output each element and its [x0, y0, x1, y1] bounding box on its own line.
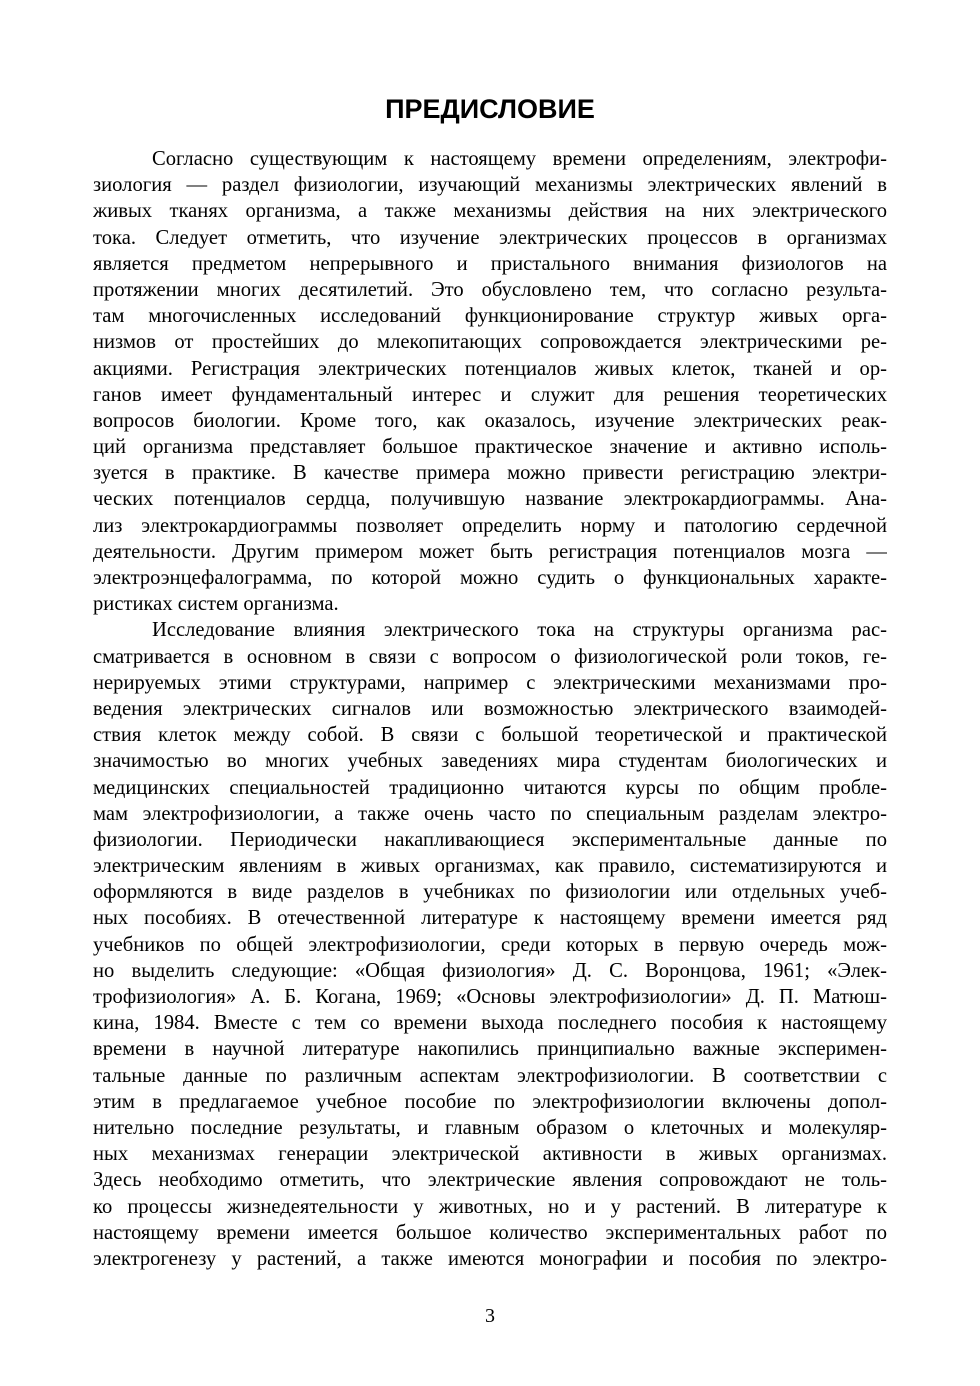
text-line: ствия клеток между собой. В связи с большой теоретической и практической — [93, 724, 887, 747]
text-line: является предметом непрерывного и пристального внимания физиологов на — [93, 252, 887, 275]
text-line: оформляются в виде разделов в учебниках по физиологии или отдельных учеб- — [93, 881, 887, 904]
text-line: ных пособиях. В отечественной литературе к настоящему времени имеется ряд — [93, 907, 887, 930]
text-line: электрическим явлениям в живых организмах, как правило, систематизируются и — [93, 855, 887, 878]
text-line: зуется в практике. В качестве примера можно привести регистрацию электри- — [93, 462, 887, 485]
document-page — [93, 0, 887, 1386]
text-line: этим в предлагаемое учебное пособие по электрофизиологии включены допол- — [93, 1090, 887, 1113]
text-line: электроэнцефалограмма, по которой можно судить о функциональных характе- — [93, 567, 887, 589]
text-line: протяжении многих десятилетий. Это обусловлено тем, что согласно результа- — [93, 278, 887, 301]
text-line: низмов от простейших до млекопитающих сопровождается электрическими ре- — [93, 331, 887, 354]
text-line: деятельности. Другим примером может быть регистрация потенциалов мозга — — [93, 540, 887, 563]
text-line: нительно последние результаты, и главным образом о клеточных и молекуляр- — [93, 1116, 887, 1139]
text-line: лиз электрокардиограммы позволяет определить норму и патологию сердечной — [93, 514, 887, 537]
text-line: значимостью во многих учебных заведениях мира студентам биологических и — [93, 750, 887, 773]
text-line: ведения электрических сигналов или возможностью электрического взаимодей- — [93, 697, 887, 720]
text-line: физиологии. Периодически накапливающиеся экспериментальные данные по — [93, 828, 887, 851]
text-line: живых тканях организма, а также механизмы действия на них электрического — [93, 200, 887, 223]
text-line: ко процессы жизнедеятельности у животных, но и у растений. В литературе к — [93, 1195, 887, 1218]
page-title: ПРЕДИСЛОВИЕ — [385, 94, 595, 124]
text-line: тальные данные по различным аспектам электрофизиологии. В соответствии с — [93, 1064, 887, 1087]
paragraph-1 — [93, 146, 887, 617]
text-line: времени в научной литературе накопились принципиально важные эксперимен- — [93, 1038, 887, 1061]
text-line: сматривается в основном в связи с вопросом о физиологической роли токов, ге- — [93, 645, 887, 668]
text-line: Исследование влияния электрического тока на структуры организма рас- — [152, 619, 887, 642]
text-line: там многочисленных исследований функционирование структур живых орга- — [93, 305, 887, 328]
text-line: кина, 1984. Вместе с тем со времени выхода последнего пособия к настоящему — [93, 1012, 887, 1035]
text-line: ческих потенциалов сердца, получившую название электрокардиограммы. Ана- — [93, 488, 887, 511]
page-number: 3 — [485, 1305, 495, 1327]
text-line: нерируемых этими структурами, например с электрическими механизмами про- — [93, 671, 887, 694]
text-line: но выделить следующие: «Общая физиология» Д. С. Воронцова, 1961; «Элек- — [93, 959, 887, 982]
text-line: трофизиология» А. Б. Когана, 1969; «Основы электрофизиологии» Д. П. Матюш- — [93, 986, 887, 1008]
text-line: настоящему времени имеется большое количество экспериментальных работ по — [93, 1221, 887, 1244]
text-line: зиология — раздел физиологии, изучающий механизмы электрических явлений в — [93, 174, 887, 197]
text-line: учебников по общей электрофизиологии, среди которых в первую очередь мож- — [93, 933, 887, 956]
text-line: медицинских специальностей традиционно читаются курсы по общим пробле- — [93, 776, 887, 799]
paragraph-2 — [93, 617, 887, 1272]
body-text — [93, 146, 887, 1272]
text-line: вопросов биологии. Кроме того, как оказалось, изучение электрических реак- — [93, 409, 887, 432]
text-line: ций организма представляет большое практическое значение и активно исполь- — [93, 436, 887, 459]
text-line: ристиках систем организма. — [93, 593, 339, 616]
text-line: акциями. Регистрация электрических потенциалов живых клеток, тканей и ор- — [93, 357, 887, 380]
text-line: ных механизмах генерации электрической активности в живых организмах. — [93, 1143, 887, 1166]
text-line: ганов имеет фундаментальный интерес и служит для решения теоретических — [93, 383, 887, 406]
text-line: мам электрофизиологии, а также очень часто по специальным разделам электро- — [93, 802, 887, 825]
text-line: электрогенезу у растений, а также имеются монографии и пособия по электро- — [93, 1247, 887, 1270]
text-line: тока. Следует отметить, что изучение электрических процессов в организмах — [93, 226, 887, 249]
text-line: Согласно существующим к настоящему времени определениям, электрофи- — [152, 148, 887, 170]
text-line: Здесь необходимо отметить, что электрические явления сопровождают не толь- — [93, 1169, 887, 1192]
